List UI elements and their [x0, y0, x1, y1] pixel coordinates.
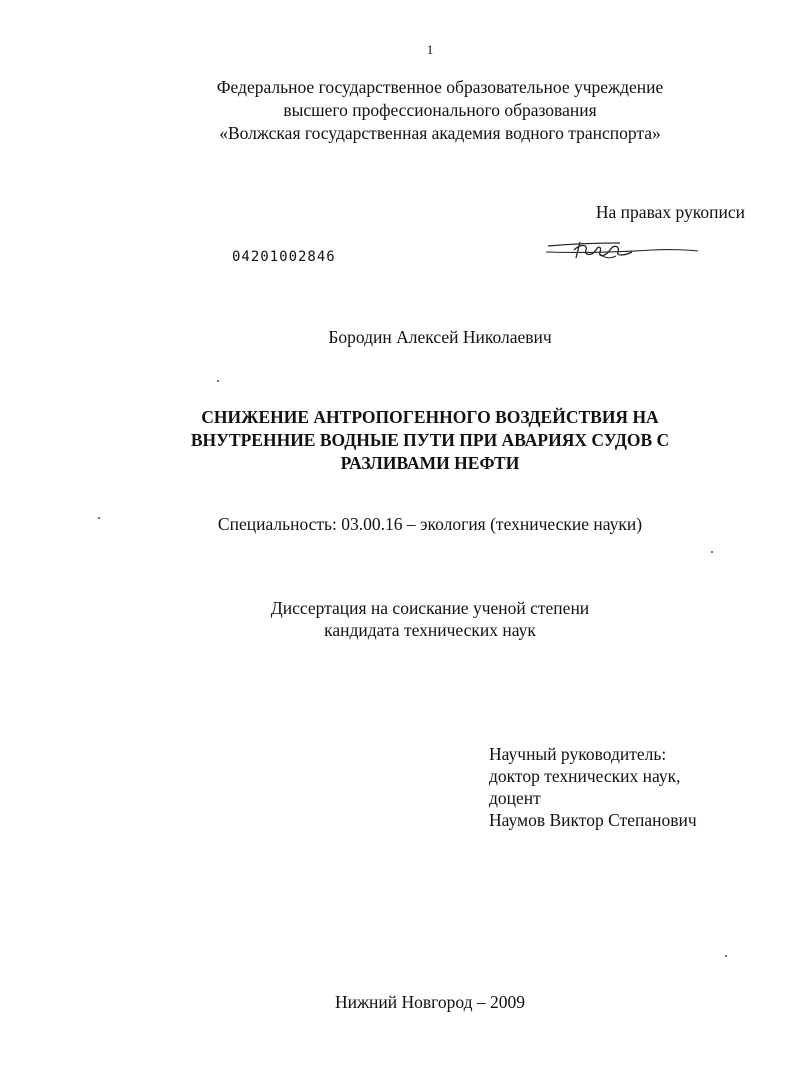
supervisor-name: Наумов Виктор Степанович: [489, 810, 697, 830]
manuscript-rights-note: На правах рукописи: [595, 202, 745, 222]
page-number: 1: [426, 42, 434, 57]
institution-line-2: высшего профессионального образования: [283, 100, 597, 120]
scan-speck: [711, 551, 713, 553]
degree-line-2: кандидата технических наук: [324, 620, 536, 640]
institution-line-1: Федеральное государственное образовательное учреждение: [216, 77, 664, 97]
scan-speck: [98, 517, 100, 519]
title-line-3: РАЗЛИВАМИ НЕФТИ: [340, 453, 520, 473]
document-code: 04201002846: [232, 249, 336, 265]
city-and-year: Нижний Новгород – 2009: [334, 992, 526, 1012]
title-line-2: ВНУТРЕННИЕ ВОДНЫЕ ПУТИ ПРИ АВАРИЯХ СУДОВ С: [190, 430, 670, 450]
supervisor-block: [489, 743, 769, 831]
supervisor-rank: доцент: [489, 788, 541, 808]
author-name: Бородин Алексей Николаевич: [328, 327, 552, 347]
handwritten-signature: [540, 232, 700, 268]
scan-speck: [725, 955, 727, 957]
degree-line-1: Диссертация на соискание ученой степени: [270, 598, 590, 618]
degree-statement: [180, 597, 680, 641]
supervisor-role: Научный руководитель:: [489, 744, 667, 764]
supervisor-degree: доктор технических наук,: [489, 766, 681, 786]
specialty-line: Специальность: 03.00.16 – экология (технические науки): [217, 514, 643, 534]
title-line-1: СНИЖЕНИЕ АНТРОПОГЕННОГО ВОЗДЕЙСТВИЯ НА: [201, 407, 659, 427]
institution-header: [160, 76, 720, 145]
institution-line-3: «Волжская государственная академия водного транспорта»: [219, 123, 661, 143]
scan-speck: [217, 380, 219, 382]
dissertation-title: [130, 406, 730, 475]
